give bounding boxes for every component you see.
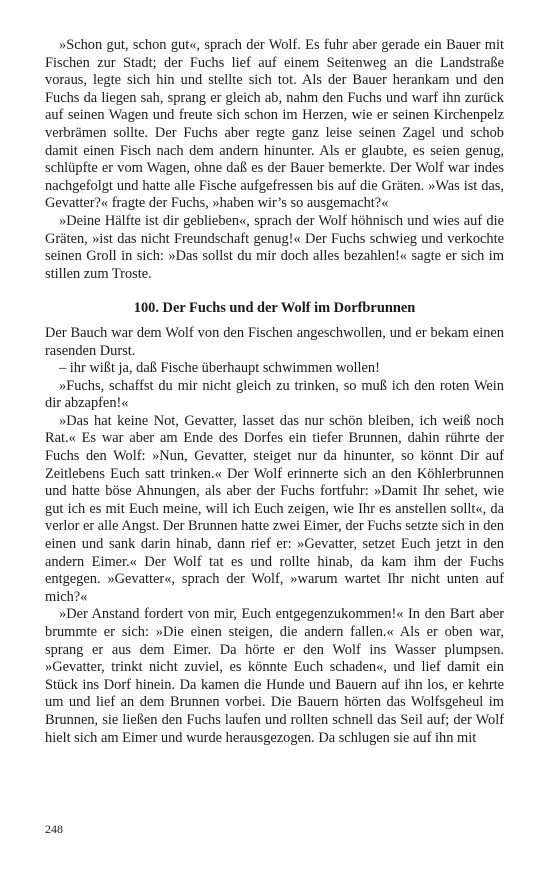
- paragraph: »Das hat keine Not, Gevatter, lasset das nur schön bleiben, ich weiß noch Rat.« Es war aber am Ende des Dorfes ein tiefer Brunnen, dahin rührte der Fuchs den Wolf: »Nun, Gevatter, steiget nur da hinunter, so könnt Dir auf Zeitlebens Euch satt trinken.« Der Wolf erinnerte sich an den Köhlerbrunnen und hatte böse Ahnungen, als aber der Fuchs fortfuhr: »Damit Ihr sehet, wie gut ich es mit Euch meine, will ich Euch zeigen, wie Ihr es anstellen sollt«, da verlor er alle Angst. Der Brunnen hatte zwei Eimer, der Fuchs setzte sich in den einen und sank darin hinab, dann rief er: »Gevatter, setzet Euch jetzt in den andern Eimer.« Der Wolf tat es und rollte hinab, da kam ihm der Fuchs entgegen. »Gevatter«, sprach der Wolf, »warum wartet Ihr nicht unten auf mich?«: [45, 412, 504, 605]
- page-number: 248: [45, 822, 63, 836]
- paragraph: Der Bauch war dem Wolf von den Fischen angeschwollen, und er bekam einen rasenden Durst.: [45, 324, 504, 359]
- paragraph: »Deine Hälfte ist dir geblieben«, sprach der Wolf höhnisch und wies auf die Gräten, »ist das nicht Freundschaft genug!« Der Fuchs schwieg und verkochte seinen Groll in sich: »Das sollst du mir doch alles bezahlen!« sagte er sich im stillen zum Troste.: [45, 212, 504, 282]
- chapter-heading: 100. Der Fuchs und der Wolf im Dorfbrunnen: [133, 300, 416, 317]
- page-body: [45, 37, 504, 747]
- spacer: [45, 283, 504, 300]
- paragraph: »Fuchs, schaffst du mir nicht gleich zu trinken, so muß ich den roten Wein dir abzapfen!«: [45, 377, 504, 412]
- paragraph: – ihr wißt ja, daß Fische überhaupt schwimmen wollen!: [59, 360, 380, 377]
- spacer: [45, 318, 504, 325]
- paragraph: »Der Anstand fordert von mir, Euch entgegenzukommen!« In den Bart aber brummte er sich: »Die einen steigen, die andern fallen.« Als er oben war, sprang er aus dem Eimer. Da hörte er den Wolf ins Wasser plumpsen. »Gevatter, trinkt nicht zuviel, es könnte Euch schaden«, und lief damit ein Stück ins Dorf hinein. Da kamen die Hunde und Bauern auf ihn los, er kehrte um und lief an dem Brunnen vorbei. Die Bauern hörten das Wolfsgeheul im Brunnen, sie ließen den Fuchs laufen und rollten schnell das Seil auf; der Wolf hielt sich am Eimer und wurde herausgezogen. Da schlugen sie auf ihn mit: [45, 606, 504, 746]
- paragraph: »Schon gut, schon gut«, sprach der Wolf. Es fuhr aber gerade ein Bauer mit Fischen zur Stadt; der Fuchs lief auf einem Seitenweg an die Landstraße voraus, legte sich hin und stellte sich tot. Als der Bauer herankam und den Fuchs da liegen sah, sprang er gleich ab, nahm den Fuchs und warf ihn zurück auf seinen Wagen und freute sich schon im Herzen, wie er seinen Kirchenpelz verbrämen sollte. Der Fuchs aber regte ganz leise seinen Zagel und schob damit einen Fisch nach dem andern hinunter. Als er glaubte, es seien genug, schlüpfte er vom Wagen, ohne daß es der Bauer bemerkte. Der Wolf war indes nachgefolgt und hatte alle Fische aufgefressen bis auf die Gräten. »Was ist das, Gevatter?« fragte der Fuchs, »haben wir’s so ausgemacht?«: [45, 37, 504, 212]
